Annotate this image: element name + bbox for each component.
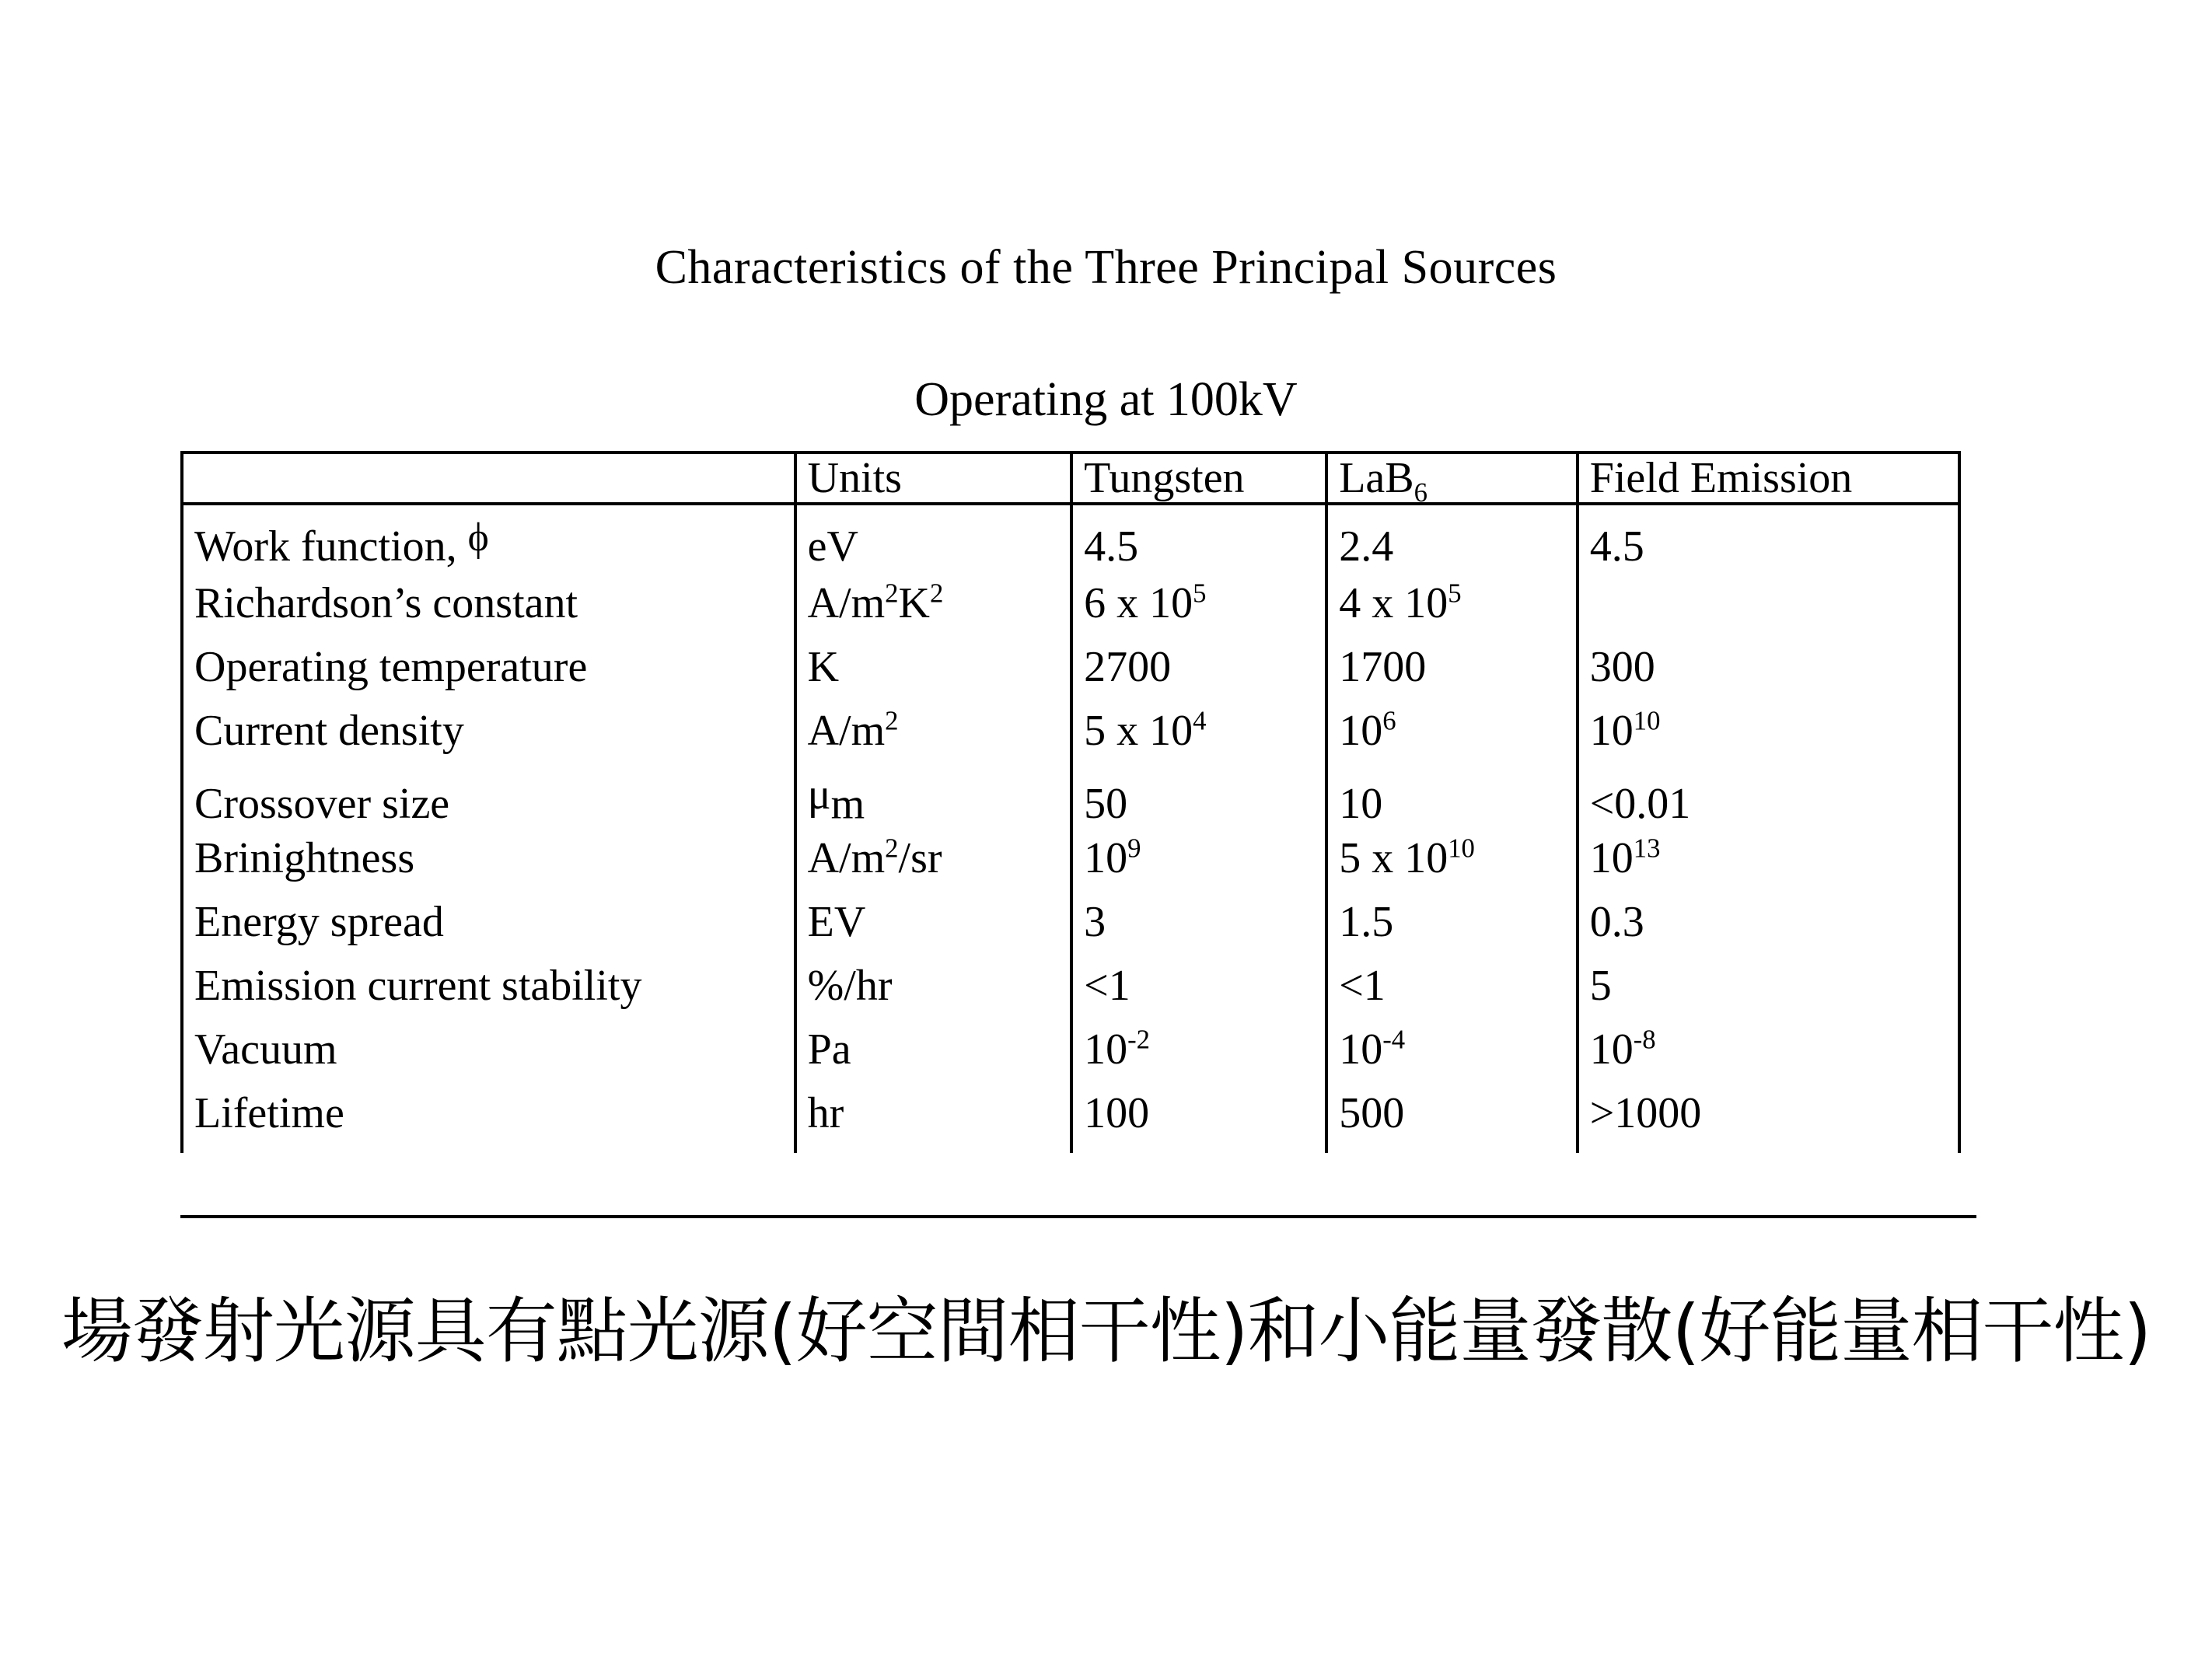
cell-lab6 <box>1326 579 1578 643</box>
table-row <box>182 770 1959 834</box>
table-row <box>182 1025 1959 1089</box>
value-base: 10 <box>1339 707 1383 755</box>
table-row <box>182 1089 1959 1153</box>
cell-tungsten: 4.5 <box>1071 504 1326 579</box>
cell-property: Crossover size <box>194 780 450 829</box>
cell-tungsten: 100 <box>1071 1089 1326 1153</box>
value-exponent: 4 <box>1193 705 1207 736</box>
mu-symbol: μ <box>807 770 831 819</box>
cell-field-emission <box>1578 707 1959 770</box>
cell-units: Pa <box>795 1025 1072 1089</box>
cell-tungsten <box>1071 579 1326 643</box>
value-base: 5 x 10 <box>1084 707 1193 755</box>
table-bottom-rule <box>180 1215 1976 1218</box>
table-row <box>182 707 1959 770</box>
cell-field-emission: 5 <box>1578 962 1959 1025</box>
cell-property: Current density <box>194 707 464 755</box>
value-exponent: -4 <box>1382 1024 1406 1055</box>
units-part: K <box>898 579 930 627</box>
value-exponent: 10 <box>1633 705 1661 736</box>
table-row <box>182 898 1959 962</box>
cell-units <box>795 579 1072 643</box>
cell-field-emission: 0.3 <box>1578 898 1959 962</box>
table-row <box>182 504 1959 579</box>
value-base: 5 x 10 <box>1339 834 1448 882</box>
cell-field-emission: <0.01 <box>1578 770 1959 834</box>
table-row <box>182 579 1959 643</box>
cell-lab6: 1.5 <box>1326 898 1578 962</box>
column-header-tungsten: Tungsten <box>1071 452 1326 504</box>
page-subtitle: Operating at 100kV <box>914 373 1298 426</box>
cell-tungsten: 3 <box>1071 898 1326 962</box>
value-base: 10 <box>1339 1025 1383 1074</box>
cell-lab6: 2.4 <box>1326 504 1578 579</box>
units-exponent: 2 <box>885 705 899 736</box>
units-part: /sr <box>898 834 942 882</box>
cell-units: eV <box>795 504 1072 579</box>
cell-units: %/hr <box>795 962 1072 1025</box>
cell-property: Emission current stability <box>194 962 642 1010</box>
cell-property: Vacuum <box>194 1025 337 1074</box>
value-exponent: 6 <box>1382 705 1396 736</box>
table-row <box>182 834 1959 898</box>
cell-property: Energy spread <box>194 898 444 946</box>
cell-units: K <box>795 643 1072 707</box>
units-exponent: 2 <box>885 833 899 864</box>
column-header-property <box>182 452 795 504</box>
cell-units <box>795 770 1072 834</box>
cell-units <box>795 834 1072 898</box>
cell-tungsten: 2700 <box>1071 643 1326 707</box>
units-exponent: 2 <box>885 578 899 609</box>
cell-field-emission <box>1578 579 1959 643</box>
cell-units <box>795 707 1072 770</box>
units-base: m <box>830 780 865 829</box>
cell-field-emission: 300 <box>1578 643 1959 707</box>
units-part: A/m <box>807 834 886 882</box>
cell-lab6: 10 <box>1326 770 1578 834</box>
units-base: A/m <box>807 707 886 755</box>
units-exponent: 2 <box>929 578 944 609</box>
value-exponent: 13 <box>1633 833 1661 864</box>
cell-property: Lifetime <box>194 1089 344 1137</box>
cell-field-emission: >1000 <box>1578 1089 1959 1153</box>
cell-property: Brinightness <box>194 834 415 882</box>
cell-property: Operating temperature <box>194 643 588 691</box>
cell-tungsten: <1 <box>1071 962 1326 1025</box>
value-exponent: 9 <box>1127 833 1141 864</box>
cell-property: Richardson’s constant <box>194 579 578 627</box>
table-header <box>182 452 1959 508</box>
characteristics-table <box>180 451 1961 1153</box>
phi-symbol: ϕ <box>467 515 489 560</box>
cell-units: hr <box>795 1089 1072 1153</box>
column-header-field-emission: Field Emission <box>1578 452 1959 504</box>
value-base: 10 <box>1589 707 1634 755</box>
cell-lab6: 1700 <box>1326 643 1578 707</box>
cell-lab6 <box>1326 834 1578 898</box>
page-title: Characteristics of the Three Principal Sources <box>655 241 1557 294</box>
table-header-row <box>182 452 1959 504</box>
cell-lab6 <box>1326 707 1578 770</box>
value-base: 10 <box>1084 1025 1128 1074</box>
slide-caption: 場發射光源具有點光源(好空間相干性)和小能量發散(好能量相干性) <box>61 1290 2151 1373</box>
cell-tungsten <box>1071 707 1326 770</box>
value-exponent: 5 <box>1448 578 1462 609</box>
value-base: 4 x 10 <box>1339 579 1448 627</box>
value-exponent: 10 <box>1448 833 1475 864</box>
value-base: 10 <box>1084 834 1128 882</box>
lab6-base: LaB <box>1339 454 1414 502</box>
value-exponent: 5 <box>1193 578 1207 609</box>
value-exponent: -8 <box>1633 1024 1656 1055</box>
cell-tungsten <box>1071 834 1326 898</box>
cell-tungsten: 50 <box>1071 770 1326 834</box>
cell-field-emission: 4.5 <box>1578 504 1959 579</box>
value-base: 6 x 10 <box>1084 579 1193 627</box>
cell-tungsten <box>1071 1025 1326 1089</box>
value-base: 10 <box>1589 1025 1634 1074</box>
lab6-subscript: 6 <box>1414 477 1427 508</box>
characteristics-table-wrapper <box>180 451 1961 1153</box>
cell-field-emission <box>1578 834 1959 898</box>
column-header-units: Units <box>795 452 1072 504</box>
cell-lab6: 500 <box>1326 1089 1578 1153</box>
table-body <box>182 504 1959 1153</box>
cell-lab6 <box>1326 1025 1578 1089</box>
units-part: A/m <box>807 579 886 627</box>
cell-lab6: <1 <box>1326 962 1578 1025</box>
table-row <box>182 962 1959 1025</box>
column-header-lab6 <box>1326 452 1578 508</box>
cell-units: EV <box>795 898 1072 962</box>
property-text: Work function, <box>194 522 468 571</box>
cell-property <box>182 504 795 579</box>
table-row <box>182 643 1959 707</box>
cell-field-emission <box>1578 1025 1959 1089</box>
value-base: 10 <box>1589 834 1634 882</box>
value-exponent: -2 <box>1127 1024 1151 1055</box>
